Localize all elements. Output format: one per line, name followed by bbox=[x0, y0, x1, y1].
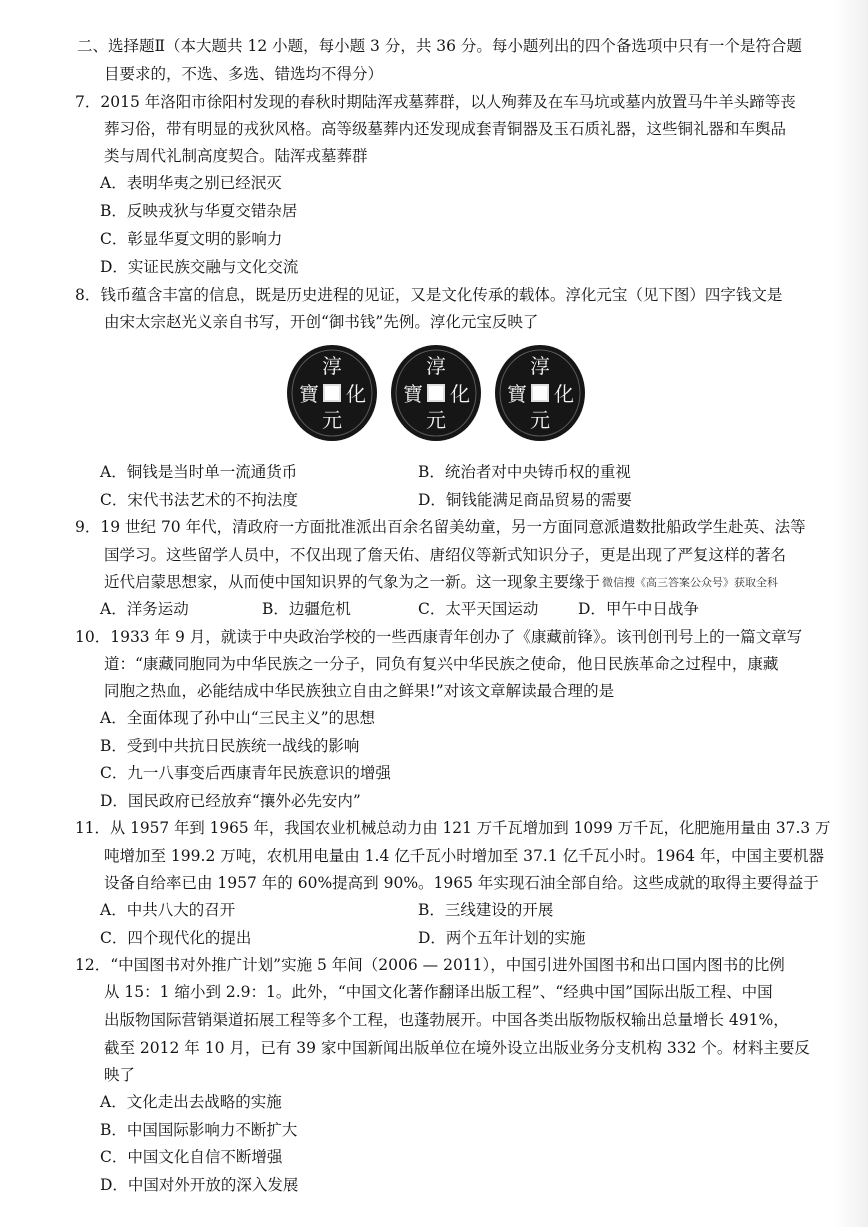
q10-option-a: A．全面体现了孙中山“三民主义”的思想 bbox=[100, 709, 376, 727]
coin-1-char-bottom: 元 bbox=[322, 408, 342, 432]
q10-stem-line-2: 道：“康藏同胞同为中华民族之一分子，同负有复兴中华民族之使命，他日民族革命之过程中，康藏 bbox=[104, 655, 779, 673]
q8-stem-line-1: 8．钱币蕴含丰富的信息，既是历史进程的见证，又是文化传承的载体。淳化元宝（见下图）四字钱文是 bbox=[75, 286, 783, 304]
coin-2-char-right: 化 bbox=[450, 382, 470, 406]
q7-stem-line-3: 类与周代礼制高度契合。陆浑戎墓葬群 bbox=[104, 147, 368, 165]
q11-option-d: D．两个五年计划的实施 bbox=[418, 929, 586, 947]
coin-2 bbox=[390, 344, 482, 442]
q10-option-c: C．九一八事变后西康青年民族意识的增强 bbox=[100, 764, 391, 782]
q7-stem-line-2: 葬习俗，带有明显的戎狄风格。高等级墓葬内还发现成套青铜器及玉石质礼器，这些铜礼器和车舆品 bbox=[104, 120, 787, 138]
q7-option-b: B．反映戎狄与华夏交错杂居 bbox=[100, 202, 298, 220]
q7-option-c: C．彰显华夏文明的影响力 bbox=[100, 230, 283, 248]
coin-1-char-left: 寶 bbox=[299, 382, 319, 406]
q8-option-a: A．铜钱是当时单一流通货币 bbox=[100, 463, 298, 481]
q8-option-c: C．宋代书法艺术的不拘法度 bbox=[100, 491, 298, 509]
coin-figure bbox=[286, 344, 586, 444]
watermark-text: 微信搜《高三答案公众号》获取全科 bbox=[602, 576, 778, 589]
coin-3 bbox=[494, 344, 586, 442]
coin-3-char-top: 淳 bbox=[530, 354, 550, 378]
q9-option-d: D．甲午中日战争 bbox=[578, 600, 699, 618]
q10-stem-line-1: 10．1933 年 9 月，就读于中央政治学校的一些西康青年创办了《康藏前锋》。该刊创刊号上的一篇文章写 bbox=[75, 628, 803, 646]
q12-stem-line-1: 12．“中国图书对外推广计划”实施 5 年间（2006 — 2011），中国引进外国图书和出口国内图书的比例 bbox=[75, 956, 785, 974]
q11-stem-line-3: 设备自给率已由 1957 年的 60%提高到 90%。1965 年实现石油全部自给。这些成就的取得主要得益于 bbox=[104, 874, 819, 892]
scan-edge-shade bbox=[834, 0, 868, 1227]
q10-stem-line-3: 同胞之热血，必能结成中华民族独立自由之鲜果!”对该文章解读最合理的是 bbox=[104, 682, 615, 700]
q9-option-b: B．边疆危机 bbox=[262, 600, 351, 618]
q8-option-d: D．铜钱能满足商品贸易的需要 bbox=[418, 491, 632, 509]
q12-option-b: B．中国国际影响力不断扩大 bbox=[100, 1121, 298, 1139]
coin-3-char-left: 寶 bbox=[507, 382, 527, 406]
q8-stem-line-2: 由宋太宗赵光义亲自书写，开创“御书钱”先例。淳化元宝反映了 bbox=[104, 313, 539, 331]
q8-option-b: B．统治者对中央铸币权的重视 bbox=[418, 463, 631, 481]
coin-2-char-left: 寶 bbox=[403, 382, 423, 406]
q10-option-d: D．国民政府已经放弃“攘外必先安内” bbox=[100, 792, 361, 810]
q7-option-d: D．实证民族交融与文化交流 bbox=[100, 258, 299, 276]
q9-stem-line-3: 近代启蒙思想家，从而使中国知识界的气象为之一新。这一现象主要缘于 bbox=[104, 573, 601, 591]
coin-3-char-right: 化 bbox=[554, 382, 574, 406]
section-header: 二、选择题Ⅱ（本大题共 12 小题，每小题 3 分，共 36 分。每小题列出的四个备选项中只有一个是符合题 bbox=[77, 37, 802, 55]
q12-stem-line-3: 出版物国际营销渠道拓展工程等多个工程，也蓬勃展开。中国各类出版物版权输出总量增长 491%， bbox=[104, 1011, 789, 1029]
q11-stem-line-2: 吨增加至 199.2 万吨，农机用电量由 1.4 亿千瓦小时增加至 37.1 亿千瓦小时。1964 年，中国主要机器 bbox=[104, 847, 824, 865]
q12-option-d: D．中国对外开放的深入发展 bbox=[100, 1176, 299, 1194]
q7-option-a: A．表明华夷之别已经泯灭 bbox=[100, 174, 282, 192]
q7-stem-line-1: 7．2015 年洛阳市徐阳村发现的春秋时期陆浑戎墓葬群，以人殉葬及在车马坑或墓内放置马牛羊头蹄等丧 bbox=[75, 93, 796, 111]
q11-option-a: A．中共八大的召开 bbox=[100, 901, 236, 919]
coin-1 bbox=[286, 344, 378, 442]
coin-2-char-bottom: 元 bbox=[426, 408, 446, 432]
q10-option-b: B．受到中共抗日民族统一战线的影响 bbox=[100, 737, 360, 755]
q11-option-b: B．三线建设的开展 bbox=[418, 901, 554, 919]
q11-option-c: C．四个现代化的提出 bbox=[100, 929, 252, 947]
q9-option-a: A．洋务运动 bbox=[100, 600, 189, 618]
coin-1-char-right: 化 bbox=[346, 382, 366, 406]
coin-3-char-bottom: 元 bbox=[530, 408, 550, 432]
q12-option-c: C．中国文化自信不断增强 bbox=[100, 1148, 283, 1166]
q11-stem-line-1: 11．从 1957 年到 1965 年，我国农业机械总动力由 121 万千瓦增加到 1099 万千瓦，化肥施用量由 37.3 万 bbox=[75, 819, 831, 837]
coin-2-char-top: 淳 bbox=[426, 354, 446, 378]
q12-stem-line-2: 从 15：1 缩小到 2.9：1。此外，“中国文化著作翻译出版工程”、“经典中国”国际出版工程、中国 bbox=[104, 983, 773, 1001]
q12-stem-line-4: 截至 2012 年 10 月，已有 39 家中国新闻出版单位在境外设立出版业务分支机构 332 个。材料主要反 bbox=[104, 1039, 810, 1057]
q9-stem-line-2: 国学习。这些留学人员中，不仅出现了詹天佑、唐绍仪等新式知识分子，更是出现了严复这样的著名 bbox=[104, 546, 787, 564]
coin-1-char-top: 淳 bbox=[322, 354, 342, 378]
q12-stem-line-5: 映了 bbox=[104, 1066, 136, 1084]
q9-stem-line-1: 9．19 世纪 70 年代，清政府一方面批准派出百余名留美幼童，另一方面同意派遣数批船政学生赴英、法等 bbox=[75, 518, 806, 536]
q9-option-c: C．太平天国运动 bbox=[418, 600, 539, 618]
q12-option-a: A．文化走出去战略的实施 bbox=[100, 1093, 282, 1111]
section-header-cont: 目要求的，不选、多选、错选均不得分） bbox=[104, 65, 384, 83]
